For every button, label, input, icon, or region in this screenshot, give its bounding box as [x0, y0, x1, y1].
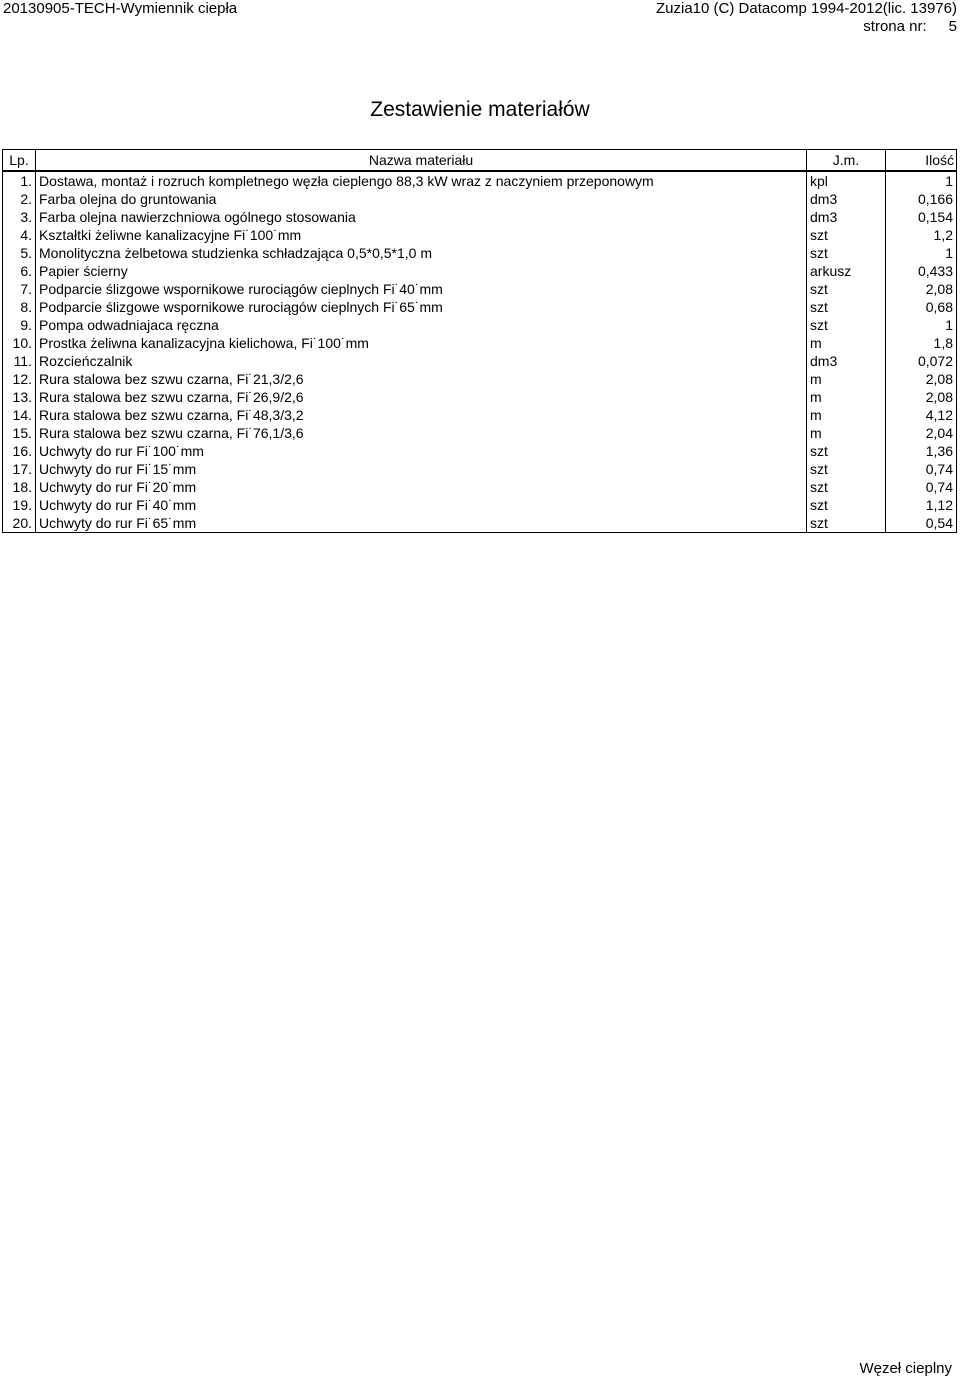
material-name: Rura stalowa bez szwu czarna, Fi˙21,3/2,6 — [36, 370, 807, 388]
quantity: 0,68 — [886, 298, 957, 316]
table-row — [3, 208, 957, 226]
material-name: Podparcie ślizgowe wspornikowe rurociągów cieplnych Fi˙65˙mm — [36, 298, 807, 316]
quantity: 4,12 — [886, 406, 957, 424]
material-name: Monolityczna żelbetowa studzienka schładzająca 0,5*0,5*1,0 m — [36, 244, 807, 262]
table-row — [3, 388, 957, 406]
unit-of-measure: szt — [807, 478, 886, 496]
table-row — [3, 352, 957, 370]
column-header-name: Nazwa materiału — [36, 150, 807, 172]
material-name: Uchwyty do rur Fi˙65˙mm — [36, 514, 807, 533]
material-name: Farba olejna do gruntowania — [36, 190, 807, 208]
header-row — [3, 150, 957, 172]
row-number: 16. — [3, 442, 36, 460]
table-body — [3, 171, 957, 533]
unit-of-measure: m — [807, 388, 886, 406]
table-row — [3, 442, 957, 460]
quantity: 1 — [886, 244, 957, 262]
row-number: 17. — [3, 460, 36, 478]
unit-of-measure: szt — [807, 316, 886, 334]
column-header-lp: Lp. — [3, 150, 36, 172]
unit-of-measure: szt — [807, 442, 886, 460]
file-name: 20130905-TECH-Wymiennik ciepła — [3, 0, 238, 17]
unit-of-measure: m — [807, 406, 886, 424]
unit-of-measure: dm3 — [807, 208, 886, 226]
quantity: 1 — [886, 316, 957, 334]
table-row — [3, 406, 957, 424]
table-row — [3, 316, 957, 334]
unit-of-measure: szt — [807, 514, 886, 533]
page-number: 5 — [948, 18, 957, 35]
unit-of-measure: szt — [807, 226, 886, 244]
quantity: 0,166 — [886, 190, 957, 208]
row-number: 14. — [3, 406, 36, 424]
quantity: 2,08 — [886, 388, 957, 406]
quantity: 2,04 — [886, 424, 957, 442]
material-name: Pompa odwadniajaca ręczna — [36, 316, 807, 334]
column-header-unit: J.m. — [807, 150, 886, 172]
row-number: 18. — [3, 478, 36, 496]
quantity: 1,12 — [886, 496, 957, 514]
table-row — [3, 496, 957, 514]
unit-of-measure: m — [807, 370, 886, 388]
row-number: 9. — [3, 316, 36, 334]
row-number: 7. — [3, 280, 36, 298]
row-number: 4. — [3, 226, 36, 244]
table-row — [3, 370, 957, 388]
materials-table — [2, 149, 957, 533]
material-name: Uchwyty do rur Fi˙20˙mm — [36, 478, 807, 496]
row-number: 19. — [3, 496, 36, 514]
table-row — [3, 171, 957, 190]
unit-of-measure: m — [807, 334, 886, 352]
unit-of-measure: szt — [807, 496, 886, 514]
quantity: 0,74 — [886, 460, 957, 478]
quantity: 2,08 — [886, 370, 957, 388]
page-indicator — [863, 18, 957, 36]
quantity: 1,36 — [886, 442, 957, 460]
quantity: 0,74 — [886, 478, 957, 496]
unit-of-measure: szt — [807, 280, 886, 298]
row-number: 13. — [3, 388, 36, 406]
table-row — [3, 424, 957, 442]
table-row — [3, 190, 957, 208]
material-name: Papier ścierny — [36, 262, 807, 280]
row-number: 3. — [3, 208, 36, 226]
row-number: 15. — [3, 424, 36, 442]
page-label: strona nr: — [863, 18, 927, 35]
unit-of-measure: arkusz — [807, 262, 886, 280]
table-row — [3, 280, 957, 298]
row-number: 5. — [3, 244, 36, 262]
row-number: 10. — [3, 334, 36, 352]
unit-of-measure: szt — [807, 460, 886, 478]
row-number: 12. — [3, 370, 36, 388]
material-name: Uchwyty do rur Fi˙40˙mm — [36, 496, 807, 514]
row-number: 20. — [3, 514, 36, 533]
unit-of-measure: m — [807, 424, 886, 442]
quantity: 1,8 — [886, 334, 957, 352]
table-header — [3, 150, 957, 172]
material-name: Prostka żeliwna kanalizacyjna kielichowa, Fi˙100˙mm — [36, 334, 807, 352]
unit-of-measure: kpl — [807, 171, 886, 190]
row-number: 11. — [3, 352, 36, 370]
table-row — [3, 514, 957, 533]
table-row — [3, 334, 957, 352]
table-row — [3, 262, 957, 280]
table-row — [3, 226, 957, 244]
material-name: Rura stalowa bez szwu czarna, Fi˙76,1/3,6 — [36, 424, 807, 442]
material-name: Farba olejna nawierzchniowa ogólnego stosowania — [36, 208, 807, 226]
row-number: 2. — [3, 190, 36, 208]
quantity: 0,072 — [886, 352, 957, 370]
material-name: Dostawa, montaż i rozruch kompletnego węzła cieplengo 88,3 kW wraz z naczyniem przeponowym — [36, 171, 807, 190]
quantity: 0,54 — [886, 514, 957, 533]
row-number: 6. — [3, 262, 36, 280]
quantity: 0,433 — [886, 262, 957, 280]
row-number: 1. — [3, 171, 36, 190]
material-name: Rura stalowa bez szwu czarna, Fi˙26,9/2,6 — [36, 388, 807, 406]
table-row — [3, 460, 957, 478]
material-name: Kształtki żeliwne kanalizacyjne Fi˙100˙mm — [36, 226, 807, 244]
document-title: Zestawienie materiałów — [370, 98, 590, 121]
row-number: 8. — [3, 298, 36, 316]
material-name: Podparcie ślizgowe wspornikowe rurociągów cieplnych Fi˙40˙mm — [36, 280, 807, 298]
unit-of-measure: szt — [807, 244, 886, 262]
quantity: 2,08 — [886, 280, 957, 298]
unit-of-measure: dm3 — [807, 352, 886, 370]
material-name: Rozcieńczalnik — [36, 352, 807, 370]
column-header-qty: Ilość — [886, 150, 957, 172]
quantity: 0,154 — [886, 208, 957, 226]
unit-of-measure: dm3 — [807, 190, 886, 208]
table-row — [3, 478, 957, 496]
quantity: 1 — [886, 171, 957, 190]
software-info: Zuzia10 (C) Datacomp 1994-2012(lic. 13976) — [656, 0, 957, 17]
quantity: 1,2 — [886, 226, 957, 244]
footer-label: Węzeł cieplny — [859, 1360, 952, 1377]
material-name: Uchwyty do rur Fi˙100˙mm — [36, 442, 807, 460]
material-name: Rura stalowa bez szwu czarna, Fi˙48,3/3,2 — [36, 406, 807, 424]
table-row — [3, 244, 957, 262]
table-row — [3, 298, 957, 316]
unit-of-measure: szt — [807, 298, 886, 316]
material-name: Uchwyty do rur Fi˙15˙mm — [36, 460, 807, 478]
